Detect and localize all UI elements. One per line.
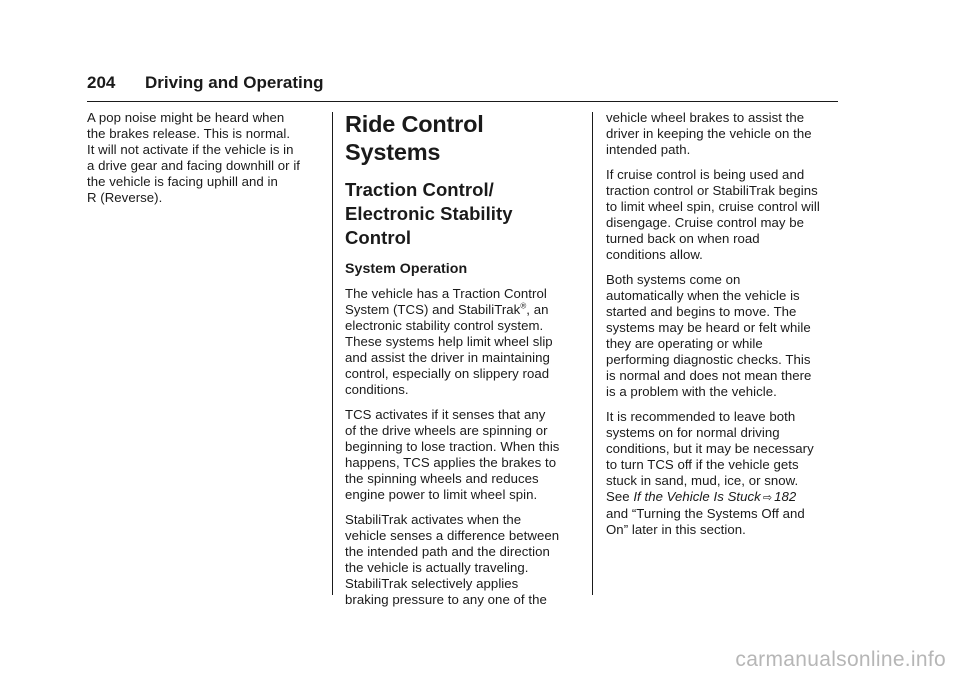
text-line: , an xyxy=(526,302,549,317)
heading-ride-control-systems: Ride Control Systems xyxy=(345,111,484,165)
paragraph xyxy=(606,110,842,158)
cross-reference-page[interactable]: 182 xyxy=(774,489,797,504)
text-line: It will not activate if the vehicle is in xyxy=(87,142,294,157)
paragraph xyxy=(606,167,842,263)
text-line: These systems help limit wheel slip xyxy=(345,334,553,349)
text-line: If cruise control is being used and xyxy=(606,167,805,182)
text-line: traction control or StabiliTrak begins xyxy=(606,183,818,198)
text-line: On” later in this section. xyxy=(606,522,746,537)
text-line: control, especially on slippery road xyxy=(345,366,550,381)
text-line: StabiliTrak selectively applies xyxy=(345,576,519,591)
see-text: See xyxy=(606,489,634,504)
column-divider xyxy=(332,112,333,595)
text-line: turned back on when road xyxy=(606,231,760,246)
text-line: the intended path and the direction xyxy=(345,544,550,559)
text-line: a drive gear and facing downhill or if xyxy=(87,158,301,173)
text-line: automatically when the vehicle is xyxy=(606,288,800,303)
text-line: R (Reverse). xyxy=(87,190,163,205)
text-line: they are operating or while xyxy=(606,336,763,351)
page-reference-icon: ⇨ xyxy=(762,492,773,504)
text-line: the vehicle is actually traveling. xyxy=(345,560,529,575)
text-line: started and begins to move. The xyxy=(606,304,797,319)
paragraph xyxy=(345,407,581,503)
paragraph xyxy=(87,110,323,206)
text-line: of the drive wheels are spinning or xyxy=(345,423,548,438)
registered-mark: ® xyxy=(520,301,527,311)
section-title: Driving and Operating xyxy=(145,73,324,92)
text-line: System (TCS) and StabiliTrak xyxy=(345,302,521,317)
text-line: disengage. Cruise control may be xyxy=(606,215,805,230)
text-line: the vehicle is facing uphill and in xyxy=(87,174,278,189)
text-line: stuck in sand, mud, ice, or snow. xyxy=(606,473,799,488)
text-line: intended path. xyxy=(606,142,691,157)
page-number: 204 xyxy=(87,73,116,92)
watermark: carmanualsonline.info xyxy=(735,648,946,671)
paragraph xyxy=(345,512,581,608)
text-line: performing diagnostic checks. This xyxy=(606,352,811,367)
heading-line: Control xyxy=(345,227,412,248)
column-3 xyxy=(606,110,842,547)
page-header xyxy=(87,71,838,102)
text-line: and assist the driver in maintaining xyxy=(345,350,550,365)
text-line: is normal and does not mean there xyxy=(606,368,812,383)
text-line: beginning to lose traction. When this xyxy=(345,439,560,454)
text-line: systems may be heard or felt while xyxy=(606,320,811,335)
text-line: happens, TCS applies the brakes to xyxy=(345,455,557,470)
text-line: Both systems come on xyxy=(606,272,741,287)
text-line: and “Turning the Systems Off and xyxy=(606,506,805,521)
text-line: The vehicle has a Traction Control xyxy=(345,286,547,301)
text-line: the spinning wheels and reduces xyxy=(345,471,539,486)
text-line: A pop noise might be heard when xyxy=(87,110,285,125)
heading-line: Traction Control/ xyxy=(345,179,494,200)
column-2 xyxy=(345,110,581,617)
cross-reference-link[interactable]: If the Vehicle Is Stuck xyxy=(633,489,761,504)
heading-line: Electronic Stability xyxy=(345,203,513,224)
paragraph xyxy=(606,272,842,400)
text-line: StabiliTrak activates when the xyxy=(345,512,522,527)
text-line: conditions, but it may be necessary xyxy=(606,441,814,456)
column-1 xyxy=(87,110,323,215)
text-line: TCS activates if it senses that any xyxy=(345,407,546,422)
text-line: It is recommended to leave both xyxy=(606,409,796,424)
text-line: conditions allow. xyxy=(606,247,703,262)
text-line: systems on for normal driving xyxy=(606,425,780,440)
text-line: conditions. xyxy=(345,382,409,397)
paragraph xyxy=(606,409,842,538)
text-line: to turn TCS off if the vehicle gets xyxy=(606,457,799,472)
text-line: to limit wheel spin, cruise control will xyxy=(606,199,820,214)
heading-traction-control xyxy=(345,178,581,250)
text-line: engine power to limit wheel spin. xyxy=(345,487,538,502)
heading-system-operation: System Operation xyxy=(345,261,468,277)
paragraph xyxy=(345,286,581,398)
text-line: vehicle senses a difference between xyxy=(345,528,560,543)
text-line: electronic stability control system. xyxy=(345,318,544,333)
text-line: vehicle wheel brakes to assist the xyxy=(606,110,805,125)
text-line: is a problem with the vehicle. xyxy=(606,384,777,399)
text-line: the brakes release. This is normal. xyxy=(87,126,291,141)
column-divider xyxy=(592,112,593,595)
text-line: braking pressure to any one of the xyxy=(345,592,547,607)
text-line: driver in keeping the vehicle on the xyxy=(606,126,812,141)
